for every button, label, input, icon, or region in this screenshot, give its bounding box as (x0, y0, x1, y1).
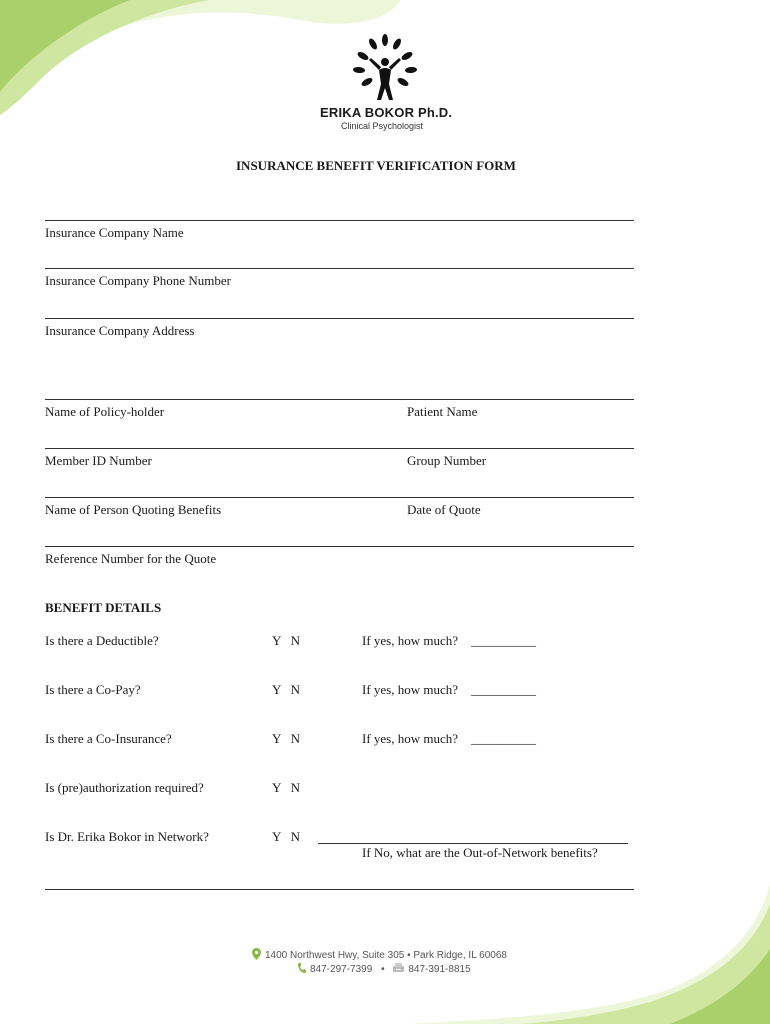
reference-number-label: Reference Number for the Quote (45, 551, 217, 566)
footer-address-row (252, 948, 507, 963)
person-quoting-line[interactable] (45, 497, 634, 498)
out-of-network-line[interactable] (318, 843, 628, 844)
patient-name-label: Patient Name (407, 404, 478, 419)
phone-icon (298, 963, 306, 976)
insurance-company-phone-line[interactable] (45, 268, 634, 269)
footer-contact-row (298, 963, 471, 976)
practitioner-title: Clinical Psychologist (341, 121, 424, 131)
insurance-company-name-line[interactable] (45, 220, 634, 221)
deductible-amount-blank[interactable]: __________ (471, 633, 536, 648)
person-quoting-label: Name of Person Quoting Benefits (45, 502, 222, 517)
footer-separator: • (381, 964, 385, 975)
form-title: INSURANCE BENEFIT VERIFICATION FORM (236, 158, 516, 173)
group-number-label: Group Number (407, 453, 487, 468)
member-id-line[interactable] (45, 448, 634, 449)
insurance-company-name-label: Insurance Company Name (45, 225, 184, 240)
coinsurance-amount-blank[interactable]: __________ (471, 731, 536, 746)
deductible-yes-no[interactable]: Y N (272, 633, 301, 648)
reference-number-line[interactable] (45, 546, 634, 547)
location-pin-icon (252, 948, 261, 963)
benefit-details-heading: BENEFIT DETAILS (45, 600, 162, 615)
tree-person-logo-icon (345, 32, 425, 104)
coinsurance-followup: If yes, how much? (362, 731, 459, 746)
coinsurance-question: Is there a Co-Insurance? (45, 731, 172, 746)
preauth-yes-no[interactable]: Y N (272, 780, 301, 795)
insurance-company-address-label: Insurance Company Address (45, 323, 195, 338)
policy-holder-line[interactable] (45, 399, 634, 400)
deductible-question: Is there a Deductible? (45, 633, 159, 648)
logo (345, 32, 425, 104)
date-of-quote-label: Date of Quote (407, 502, 481, 517)
insurance-company-phone-label: Insurance Company Phone Number (45, 273, 231, 288)
in-network-question: Is Dr. Erika Bokor in Network? (45, 829, 209, 844)
coinsurance-yes-no[interactable]: Y N (272, 731, 301, 746)
copay-amount-blank[interactable]: __________ (471, 682, 536, 697)
preauth-question: Is (pre)authorization required? (45, 780, 204, 795)
fax-icon (393, 963, 404, 976)
footer-fax: 847-391-8815 (408, 964, 471, 975)
insurance-company-address-line[interactable] (45, 318, 634, 319)
deductible-followup: If yes, how much? (362, 633, 459, 648)
out-of-network-benefits-line[interactable] (45, 889, 634, 890)
footer-phone: 847-297-7399 (310, 964, 373, 975)
out-of-network-label: If No, what are the Out-of-Network benefits? (362, 845, 598, 860)
copay-yes-no[interactable]: Y N (272, 682, 301, 697)
member-id-label: Member ID Number (45, 453, 152, 468)
in-network-yes-no[interactable]: Y N (272, 829, 301, 844)
practitioner-name: ERIKA BOKOR Ph.D. (320, 105, 453, 120)
copay-question: Is there a Co-Pay? (45, 682, 141, 697)
policy-holder-label: Name of Policy-holder (45, 404, 165, 419)
copay-followup: If yes, how much? (362, 682, 459, 697)
footer-address: 1400 Northwest Hwy, Suite 305 • Park Ridge, IL 60068 (265, 950, 507, 961)
